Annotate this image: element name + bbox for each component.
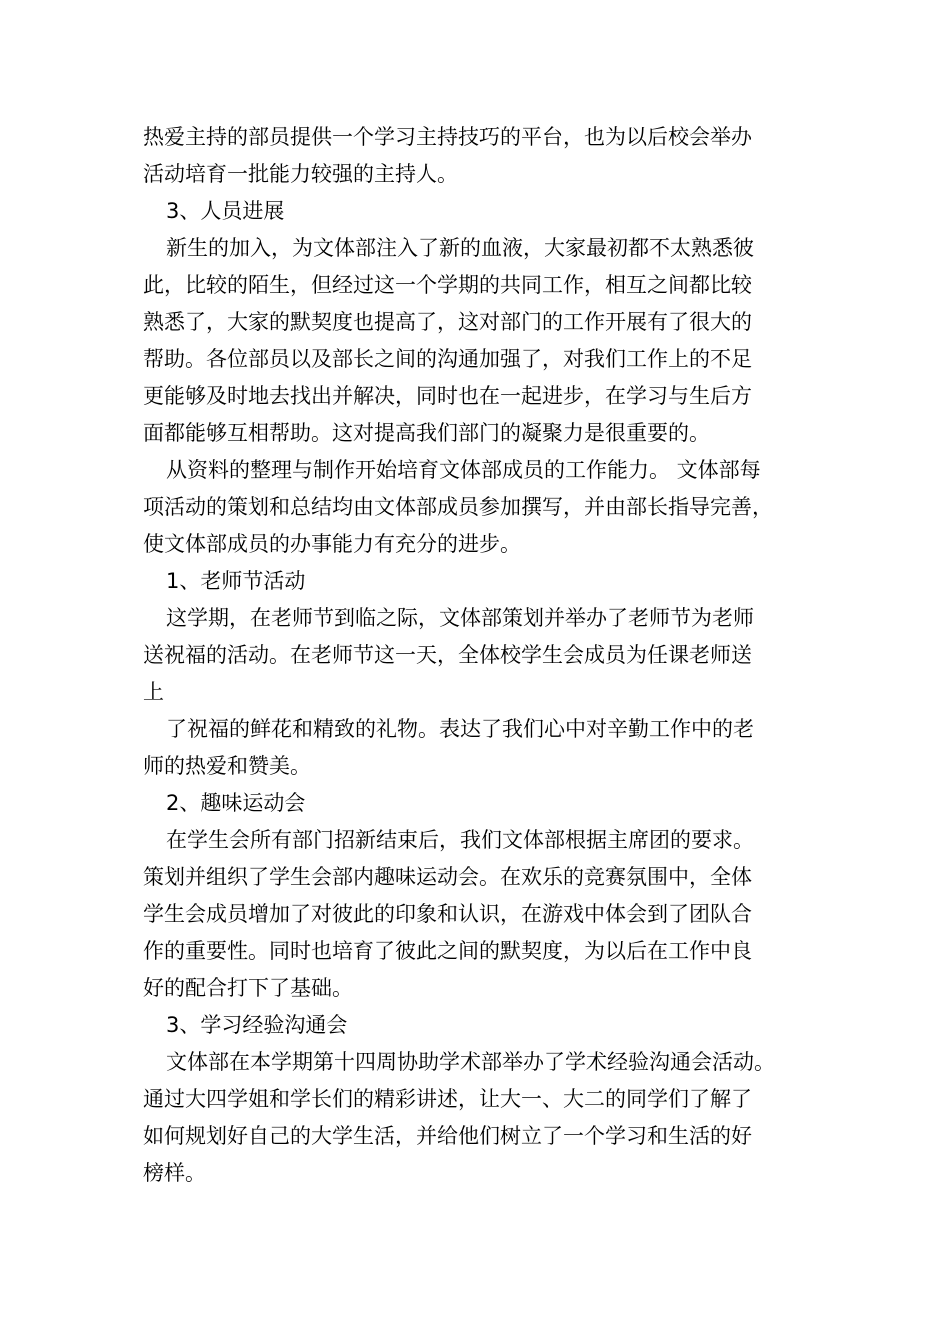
paragraph-line: 如何规划好自己的大学生活，并给他们树立了一个学习和生活的好 (143, 1124, 752, 1148)
paragraph-line: 榜样。 (143, 1161, 206, 1185)
paragraph-line: 此，比较的陌生，但经过这一个学期的共同工作，相互之间都比较 (143, 273, 752, 297)
paragraph-line: 从资料的整理与制作开始培育文体部成员的工作能力。 文体部每 (166, 458, 761, 482)
paragraph-line: 策划并组织了学生会部内趣味运动会。在欢乐的竞赛氛围中，全体 (143, 865, 752, 889)
paragraph-line: 送祝福的活动。在老师节这一天，全体校学生会成员为任课老师送 (143, 643, 752, 667)
paragraph-line: 更能够及时地去找出并解决，同时也在一起进步，在学习与生后方 (143, 384, 752, 408)
paragraph-line: 面都能够互相帮助。这对提高我们部门的凝聚力是很重要的。 (143, 421, 710, 445)
section-heading: 3、学习经验沟通会 (166, 1013, 348, 1037)
paragraph-line: 帮助。各位部员以及部长之间的沟通加强了，对我们工作上的不足 (143, 347, 752, 371)
section-heading: 1、老师节活动 (166, 569, 306, 593)
paragraph-line: 熟悉了，大家的默契度也提高了，这对部门的工作开展有了很大的 (143, 310, 752, 334)
paragraph-line: 学生会成员增加了对彼此的印象和认识，在游戏中体会到了团队合 (143, 902, 752, 926)
paragraph-line: 好的配合打下了基础。 (143, 976, 353, 1000)
paragraph-line: 在学生会所有部门招新结束后，我们文体部根据主席团的要求。 (166, 828, 754, 852)
paragraph-line: 热爱主持的部员提供一个学习主持技巧的平台，也为以后校会举办 (143, 125, 752, 149)
section-heading: 2、趣味运动会 (166, 791, 306, 815)
paragraph-line: 了祝福的鲜花和精致的礼物。表达了我们心中对辛勤工作中的老 (166, 717, 754, 741)
paragraph-line: 通过大四学姐和学长们的精彩讲述，让大一、大二的同学们了解了 (143, 1087, 752, 1111)
paragraph-line: 文体部在本学期第十四周协助学术部举办了学术经验沟通会活动。 (166, 1050, 775, 1074)
paragraph-line: 新生的加入，为文体部注入了新的血液，大家最初都不太熟悉彼 (166, 236, 754, 260)
paragraph-line: 使文体部成员的办事能力有充分的进步。 (143, 532, 521, 556)
paragraph-line: 作的重要性。同时也培育了彼此之间的默契度，为以后在工作中良 (143, 939, 752, 963)
paragraph-line: 这学期，在老师节到临之际，文体部策划并举办了老师节为老师 (166, 606, 754, 630)
paragraph-line: 项活动的策划和总结均由文体部成员参加撰写，并由部长指导完善， (143, 495, 773, 519)
paragraph-line: 上 (143, 680, 164, 704)
paragraph-line: 师的热爱和赞美。 (143, 754, 311, 778)
section-heading: 3、人员进展 (166, 199, 285, 223)
paragraph-line: 活动培育一批能力较强的主持人。 (143, 162, 458, 186)
